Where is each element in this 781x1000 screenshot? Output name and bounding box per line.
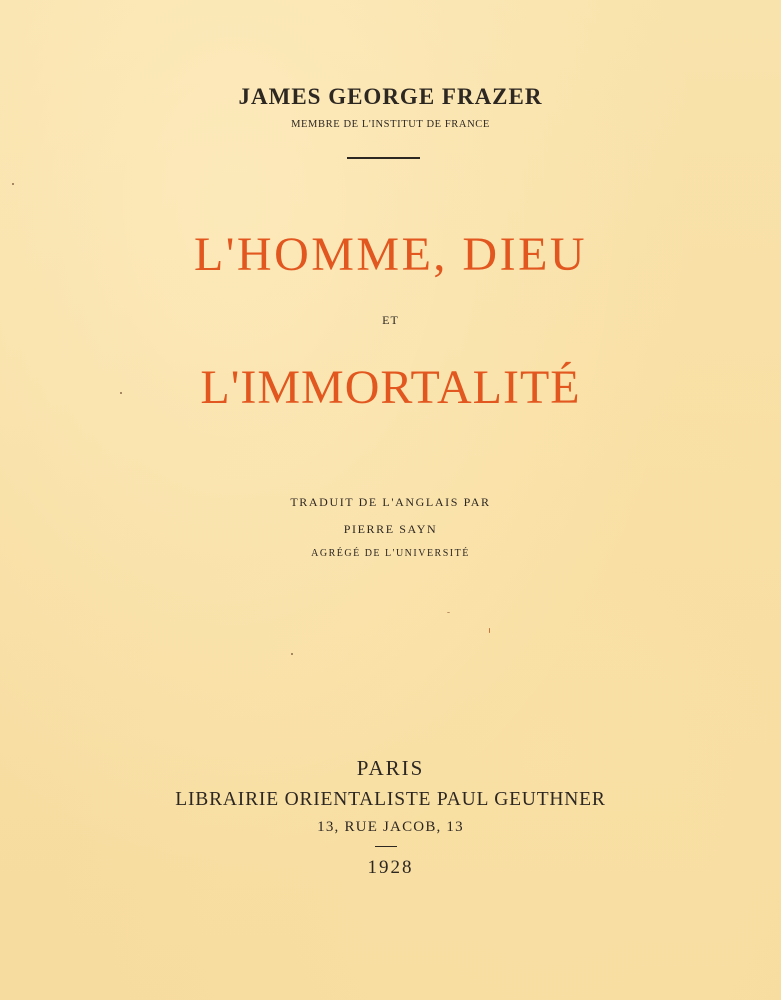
- paper-speck: [489, 628, 490, 633]
- publisher-address: 13, RUE JACOB, 13: [317, 819, 464, 835]
- author-affiliation: MEMBRE DE L'INSTITUT DE FRANCE: [291, 119, 490, 130]
- publisher-name: LIBRAIRIE ORIENTALISTE PAUL GEUTHNER: [175, 789, 606, 810]
- translation-credit: TRADUIT DE L'ANGLAIS PAR: [290, 495, 491, 509]
- paper-speck: [120, 392, 122, 394]
- book-title-conjunction: ET: [382, 313, 399, 327]
- publication-city: PARIS: [356, 756, 425, 780]
- translator-qualification: AGRÉGÉ DE L'UNIVERSITÉ: [311, 548, 470, 559]
- paper-speck: [447, 612, 450, 613]
- paper-speck: [12, 183, 14, 185]
- top-divider-rule: [347, 157, 420, 159]
- book-title-line-2: L'IMMORTALITÉ: [200, 361, 581, 414]
- bottom-divider-rule: [375, 846, 397, 847]
- author-name: JAMES GEORGE FRAZER: [238, 84, 543, 109]
- publication-year: 1928: [367, 857, 414, 878]
- translator-name: PIERRE SAYN: [343, 522, 438, 536]
- paper-speck: [291, 653, 293, 655]
- book-title-line-1: L'HOMME, DIEU: [193, 228, 588, 281]
